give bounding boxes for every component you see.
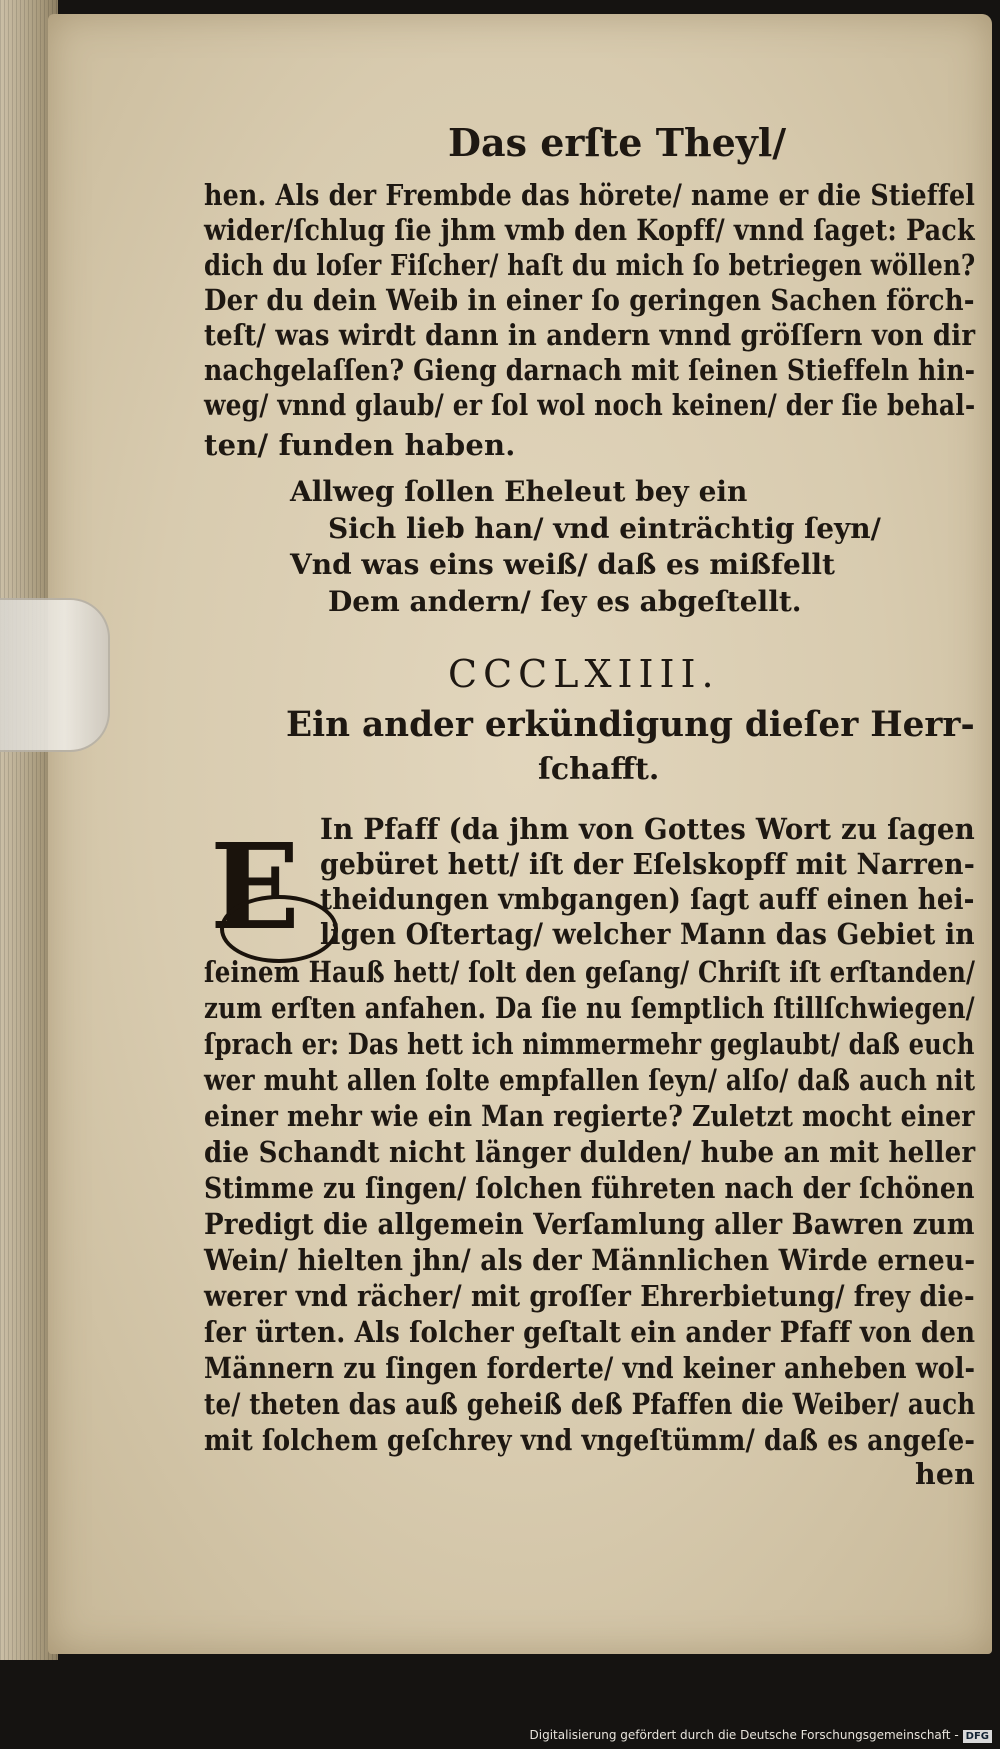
- text-line: zum erſten anfahen. Da ſie nu ſemptlich ſtillſchwiegen/: [204, 991, 975, 1025]
- text-line: ten/ funden haben.: [204, 428, 516, 462]
- text-line: dich du loſer Fiſcher/ haſt du mich ſo betriegen wöllen?: [204, 248, 976, 282]
- running-header: Das erſte Theyl/: [448, 120, 787, 165]
- credit-text: Digitalisierung gefördert durch die Deutsche Forschungsgemeinschaft -: [529, 1728, 959, 1742]
- text-line: wer muht allen ſolte empfallen ſeyn/ alſo/ daß auch nit: [204, 1063, 976, 1097]
- chapter-number: CCCLXIIII.: [448, 652, 720, 696]
- decorated-initial: E: [210, 817, 300, 956]
- text-line: weg/ vnnd glaub/ er ſol wol noch keinen/ der ſie behal-: [204, 388, 976, 422]
- text-line: teſt/ was wirdt dann in andern vnnd gröſſern von dir: [204, 318, 976, 352]
- digitization-credit: [530, 1728, 993, 1743]
- chapter-title: Ein ander erkündigung dieſer Herr-: [286, 704, 975, 745]
- text-line: ſeinem Hauß hett/ ſolt den geſang/ Chriſt iſt erſtanden/: [204, 955, 976, 989]
- verse-line: Dem andern/ ſey es abgeſtellt.: [328, 585, 802, 618]
- text-line: einer mehr wie ein Man regierte? Zuletzt mocht einer: [204, 1099, 975, 1133]
- text-line: te/ theten das auß geheiß deß Pfaffen die Weiber/ auch: [204, 1387, 976, 1421]
- text-line: werer vnd rächer/ mit groſſer Ehrerbietung/ frey die-: [204, 1279, 975, 1313]
- text-line: mit ſolchem geſchrey vnd vngeſtümm/ daß es angeſe-: [204, 1423, 976, 1457]
- verse-line: Allweg ſollen Eheleut bey ein: [290, 475, 748, 508]
- chapter-title-continuation: ſchafft.: [538, 752, 660, 787]
- verse-line: Vnd was eins weiß/ daß es mißfellt: [290, 548, 835, 581]
- text-line: ſprach er: Das hett ich nimmermehr geglaubt/ daß euch: [204, 1027, 975, 1061]
- text-line: hen. Als der Frembde das hörete/ name er die Stieffel: [204, 178, 976, 212]
- text-line: Der du dein Weib in einer ſo geringen Sachen förch-: [204, 283, 975, 317]
- text-line: nachgelaſſen? Gieng darnach mit ſeinen Stieffeln hin-: [204, 353, 976, 387]
- text-line: Predigt die allgemein Verſamlung aller Bawren zum: [204, 1207, 975, 1241]
- verse-line: Sich lieb han/ vnd einträchtig ſeyn/: [328, 512, 881, 545]
- text-line: ligen Oſtertag/ welcher Mann das Gebiet in: [320, 917, 975, 951]
- text-line: die Schandt nicht länger dulden/ hube an mit heller: [204, 1135, 976, 1169]
- dfg-badge: DFG: [963, 1730, 992, 1743]
- text-line: In Pfaff (da jhm von Gottes Wort zu ſagen: [320, 812, 975, 846]
- text-line: wider/ſchlug ſie jhm vmb den Kopff/ vnnd ſaget: Pack: [204, 213, 975, 247]
- text-line: theidungen vmbgangen) ſagt auff einen hei-: [320, 882, 975, 916]
- text-line: Männern zu ſingen forderte/ vnd keiner anheben wol-: [204, 1351, 976, 1385]
- text-line: gebüret hett/ iſt der Eſelskopff mit Narren-: [320, 847, 976, 881]
- catchword: hen: [915, 1457, 976, 1491]
- text-line: Stimme zu ſingen/ ſolchen führeten nach der ſchönen: [204, 1171, 975, 1205]
- page-clip: [0, 598, 110, 752]
- text-line: ſer ürten. Als ſolcher geſtalt ein ander Pfaff von den: [204, 1315, 976, 1349]
- text-line: Wein/ hielten jhn/ als der Männlichen Wirde erneu-: [204, 1243, 976, 1277]
